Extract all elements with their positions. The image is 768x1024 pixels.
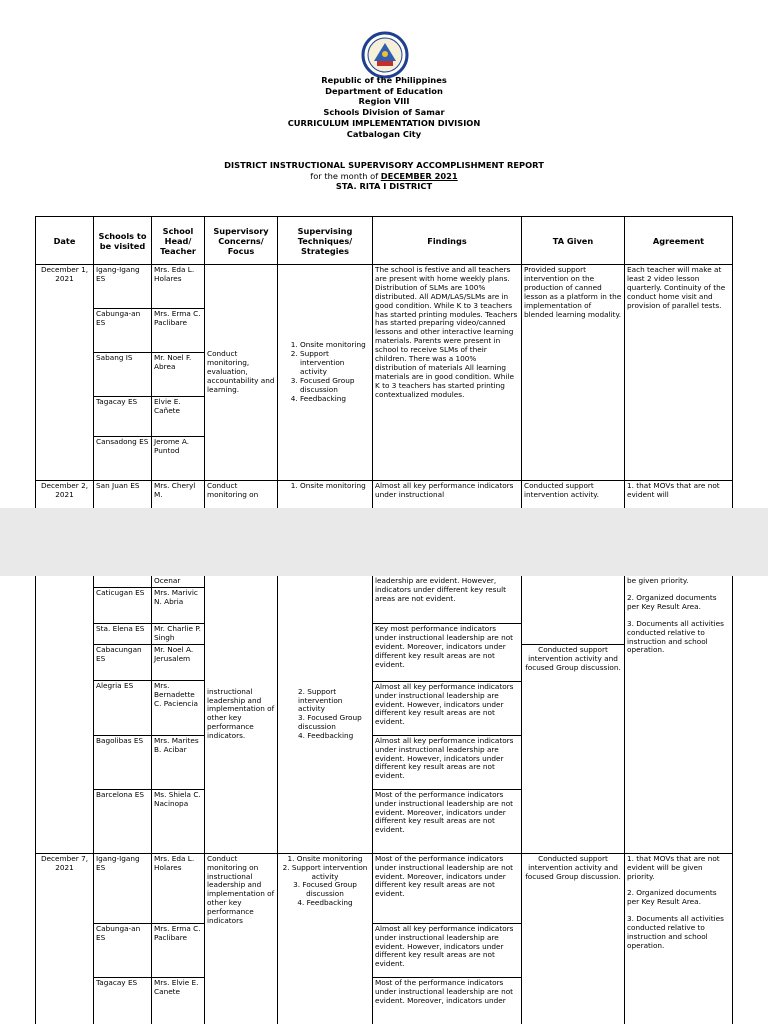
technique-item: 2. Support intervention activity bbox=[298, 686, 343, 714]
technique-item: 1. Onsite monitoring bbox=[287, 853, 363, 863]
techniques-cell bbox=[278, 853, 373, 1024]
table-row bbox=[36, 265, 733, 309]
report-page-2 bbox=[0, 576, 768, 1024]
agreement-item: be given priority. bbox=[627, 576, 689, 585]
school-cell: Igang-Igang ES bbox=[94, 853, 152, 923]
school-cell: Caticugan ES bbox=[94, 587, 152, 623]
agreement-item: 2. Organized documents per Key Result Area. bbox=[627, 888, 717, 907]
school-cell: Cabacungan ES bbox=[94, 644, 152, 680]
republic-line: Republic of the Philippines bbox=[321, 75, 447, 85]
head-cell: Elvie E. Cañete bbox=[152, 397, 205, 437]
head-cell: Mrs. Erma C. Paclibare bbox=[152, 309, 205, 353]
date-cell: December 2, 2021 bbox=[36, 481, 94, 509]
ta-cell: Conducted support intervention activity and focused Group discussion. bbox=[522, 853, 625, 1024]
col-agreement: Agreement bbox=[625, 217, 733, 265]
findings-cell: leadership are evident. However, indicators under different key result areas are not evident. bbox=[373, 576, 522, 623]
school-cell: Igang-Igang ES bbox=[94, 265, 152, 309]
focus-cell: Conduct monitoring on bbox=[205, 481, 278, 509]
technique-item: 3. Focused Group discussion bbox=[298, 713, 362, 732]
department-line: Department of Education bbox=[325, 85, 443, 96]
school-cell: Alegria ES bbox=[94, 680, 152, 735]
techniques-cell bbox=[278, 576, 373, 853]
month-value: DECEMBER 2021 bbox=[380, 170, 458, 181]
ta-cell: Provided support intervention on the production of canned lesson as a platform in the implementation of blended learning modality. bbox=[522, 265, 625, 481]
focus-cell: Conduct monitoring on instructional leadership and implementation of other key performance indicators bbox=[205, 853, 278, 1024]
col-concerns: Supervisory Concerns/ Focus bbox=[205, 217, 278, 265]
col-techniques: Supervising Techniques/ Strategies bbox=[278, 217, 373, 265]
head-cell: Mrs. Eda L. Holares bbox=[152, 265, 205, 309]
ta-cell: Conducted support intervention activity and focused Group discussion. bbox=[522, 644, 625, 853]
school-cell: Tagacay ES bbox=[94, 397, 152, 437]
focus-cell: Conduct monitoring, evaluation, accountability and learning. bbox=[205, 265, 278, 481]
col-date: Date bbox=[36, 217, 94, 265]
school-cell: Tagacay ES bbox=[94, 977, 152, 1024]
month-line bbox=[0, 171, 768, 182]
ta-cell: Conducted support intervention activity. bbox=[522, 481, 625, 509]
focus-cell: instructional leadership and implementation of other key performance indicators. bbox=[205, 576, 278, 853]
ta-cell bbox=[522, 576, 625, 644]
col-ta-given: TA Given bbox=[522, 217, 625, 265]
head-cell: Mrs. Elvie E. Canete bbox=[152, 977, 205, 1024]
division-line: Schools Division of Samar bbox=[323, 107, 445, 118]
technique-item: 4. Feedbacking bbox=[298, 731, 354, 741]
report-title: DISTRICT INSTRUCTIONAL SUPERVISORY ACCOMPLISHMENT REPORT bbox=[224, 160, 544, 170]
school-cell: San Juan ES bbox=[94, 481, 152, 509]
head-cell: Mrs. Marites B. Acibar bbox=[152, 735, 205, 789]
technique-item: 4. Feedbacking bbox=[300, 395, 370, 404]
technique-item: 2. Support intervention activity bbox=[282, 862, 368, 881]
col-head-teacher: School Head/ Teacher bbox=[152, 217, 205, 265]
table-row bbox=[36, 481, 733, 509]
head-cell: Mr. Charlie P. Singh bbox=[152, 623, 205, 644]
head-cell: Mrs. Erma C. Paclibare bbox=[152, 923, 205, 977]
accomplishment-table-1 bbox=[35, 216, 733, 508]
head-cell: Mrs. Cheryl M. bbox=[152, 481, 205, 509]
technique-item: 1. Onsite monitoring bbox=[300, 341, 370, 350]
region-line: Region VIII bbox=[358, 96, 410, 107]
district-line: STA. RITA I DISTRICT bbox=[335, 181, 433, 192]
agreement-cell: Each teacher will make at least 2 video lesson quarterly. Continuity of the conduct home visit and provision of parallel tests. bbox=[625, 265, 733, 481]
agreement-item: 3. Documents all activities conducted relative to instruction and school operation. bbox=[627, 914, 724, 950]
report-heading bbox=[0, 160, 768, 192]
deped-seal-logo bbox=[352, 31, 418, 79]
table-row bbox=[36, 576, 733, 587]
accomplishment-table-2 bbox=[35, 576, 733, 1024]
report-page-1 bbox=[0, 0, 768, 508]
findings-cell: Most of the performance indicators under instructional leadership are not evident. Moreover, indicators under bbox=[373, 977, 522, 1024]
school-cell: Sabang IS bbox=[94, 353, 152, 397]
col-schools: Schools to be visited bbox=[94, 217, 152, 265]
findings-cell: Most of the performance indicators under instructional leadership are not evident. Moreover, indicators under different key result areas are not evident. bbox=[373, 853, 522, 923]
agreement-item: 3. Documents all activities conducted relative to instruction and school operation. bbox=[627, 618, 724, 655]
head-cell: Mr. Noel A. Jerusalem bbox=[152, 644, 205, 680]
school-cell bbox=[94, 576, 152, 587]
date-cell: December 7, 2021 bbox=[36, 853, 94, 1024]
head-cell: Mrs. Eda L. Holares bbox=[152, 853, 205, 923]
technique-item: 4. Feedbacking bbox=[297, 898, 353, 908]
school-cell: Sta. Elena ES bbox=[94, 623, 152, 644]
agreement-cell bbox=[625, 576, 733, 853]
findings-cell: The school is festive and all teachers are present with home weekly plans. Distribution of SLMs are 100% distributed. All ADM/LAS/SLMs are in good condition. While K to 3 teachers has started printing modules. Teachers has started preparing video/canned lessons and other interactive learning materials. Parents were present in school to receive SLMs of their children. There was a 100% distribution of materials All learning materials are in good condition. While K to 3 teachers has started printing contextualized modules. bbox=[373, 265, 522, 481]
findings-cell: Most of the performance indicators under instructional leadership are not evident. Moreover, indicators under different key result areas are not evident. bbox=[373, 789, 522, 853]
head-cell: Mrs. Marivic N. Abria bbox=[152, 587, 205, 623]
head-cell: Jerome A. Puntod bbox=[152, 437, 205, 481]
month-prefix: for the month of bbox=[310, 170, 381, 181]
agreement-item: 1. that MOVs that are not evident will be given priority. bbox=[627, 853, 720, 881]
head-cell: Mr. Noel F. Abrea bbox=[152, 353, 205, 397]
header-row bbox=[36, 217, 733, 265]
technique-item: 3. Focused Group discussion bbox=[300, 377, 370, 395]
school-cell: Barcelona ES bbox=[94, 789, 152, 853]
technique-item: 2. Support intervention activity bbox=[300, 350, 370, 377]
findings-cell: Key most performance indicators under instructional leadership are not evident. Moreover, indicators under different key result areas are not evident. bbox=[373, 623, 522, 681]
office-line: CURRICULUM IMPLEMENTATION DIVISION bbox=[287, 117, 481, 128]
agreement-cell: 1. that MOVs that are not evident will bbox=[625, 481, 733, 509]
findings-cell: Almost all key performance indicators under instructional leadership are evident. However, indicators under different key result areas are not evident. bbox=[373, 735, 522, 789]
date-cell: December 1, 2021 bbox=[36, 265, 94, 481]
findings-cell: Almost all key performance indicators under instructional leadership are evident. However, indicators under different key result areas are not evident. bbox=[373, 681, 522, 735]
school-cell: Bagolibas ES bbox=[94, 735, 152, 789]
school-cell: Cansadong ES bbox=[94, 437, 152, 481]
technique-item: 1. Onsite monitoring bbox=[300, 482, 370, 491]
agreement-cell bbox=[625, 853, 733, 1024]
head-cell: Ocenar bbox=[152, 576, 205, 587]
techniques-cell bbox=[278, 265, 373, 481]
head-cell: Mrs. Bernadette C. Paciencia bbox=[152, 680, 205, 735]
school-cell: Cabunga-an ES bbox=[94, 309, 152, 353]
school-cell: Cabunga-an ES bbox=[94, 923, 152, 977]
city-line: Catbalogan City bbox=[346, 128, 422, 139]
table-row bbox=[36, 853, 733, 923]
findings-cell: Almost all key performance indicators under instructional bbox=[373, 481, 522, 509]
agreement-item: 2. Organized documents per Key Result Area. bbox=[627, 592, 717, 611]
technique-item: 3. Focused Group discussion bbox=[293, 880, 357, 899]
techniques-cell bbox=[278, 481, 373, 509]
date-cell bbox=[36, 576, 94, 853]
findings-cell: Almost all key performance indicators under instructional leadership are evident. However, indicators under different key result areas are not evident. bbox=[373, 923, 522, 977]
letterhead bbox=[0, 75, 768, 139]
col-findings: Findings bbox=[373, 217, 522, 265]
head-cell: Ms. Shiela C. Nacinopa bbox=[152, 789, 205, 853]
